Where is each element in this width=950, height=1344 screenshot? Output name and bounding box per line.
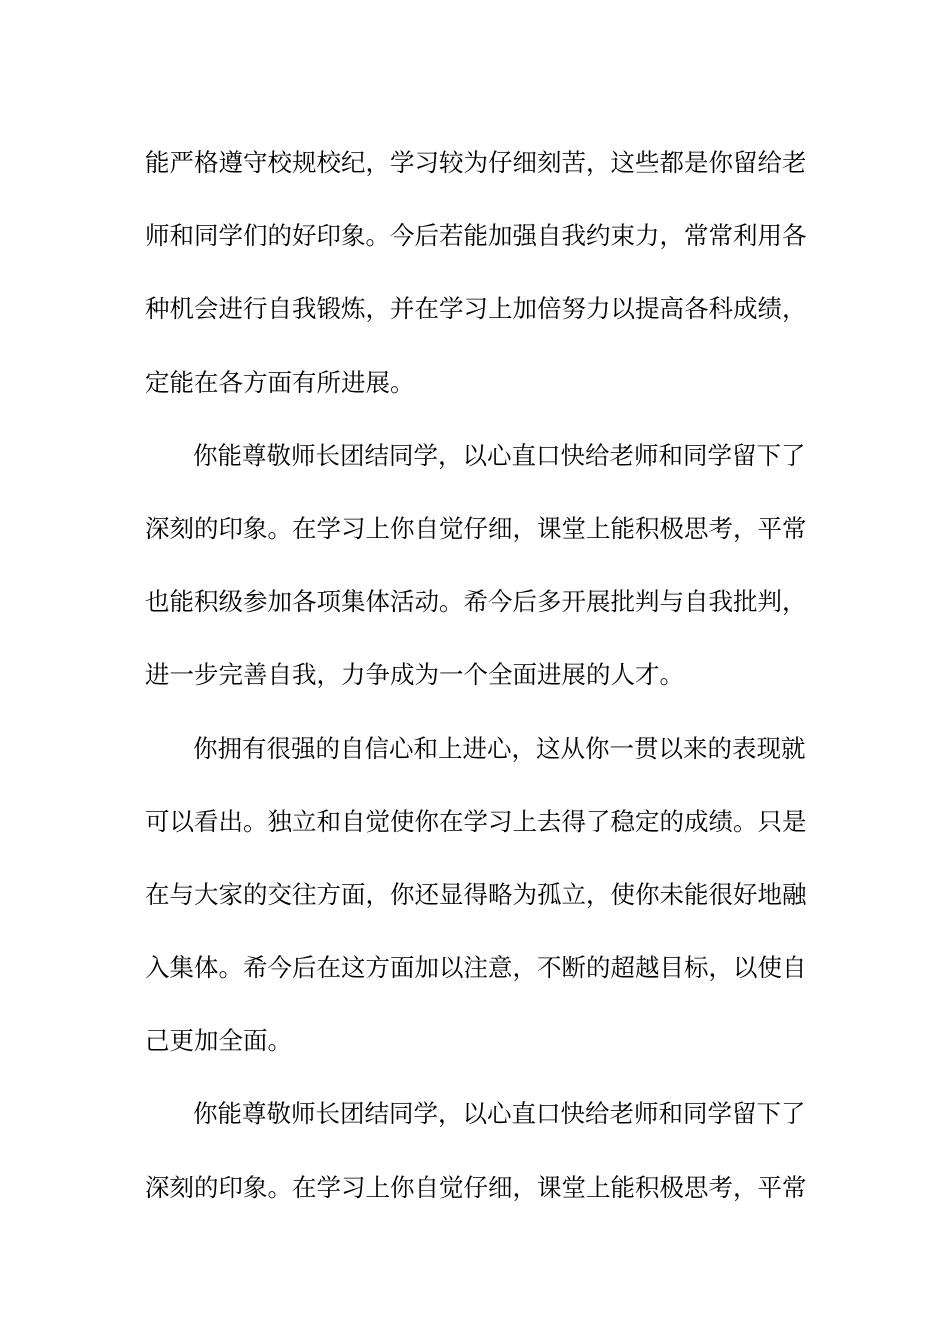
text-line: 深刻的印象。在学习上你自觉仔细，课堂上能积极思考，平常 bbox=[145, 1172, 807, 1202]
text-line: 定能在各方面有所进展。 bbox=[145, 367, 415, 397]
text-line: 可以看出。独立和自觉使你在学习上去得了稳定的成绩。只是 bbox=[145, 806, 807, 836]
text-line: 也能积级参加各项集体活动。希今后多开展批判与自我批判， bbox=[145, 587, 807, 617]
text-line: 入集体。希今后在这方面加以注意，不断的超越目标，以使自 bbox=[145, 953, 807, 983]
text-line: 深刻的印象。在学习上你自觉仔细，课堂上能积极思考，平常 bbox=[145, 513, 807, 543]
text-line: 师和同学们的好印象。今后若能加强自我约束力，常常利用各 bbox=[145, 221, 807, 251]
text-line: 己更加全面。 bbox=[145, 1026, 292, 1056]
paragraph-first-line: 你能尊敬师长团结同学，以心直口快给老师和同学留下了 bbox=[193, 440, 806, 470]
text-line: 在与大家的交往方面，你还显得略为孤立，使你未能很好地融 bbox=[145, 879, 807, 909]
document-body bbox=[145, 126, 809, 1224]
text-line: 进一步完善自我，力争成为一个全面进展的人才。 bbox=[145, 660, 684, 690]
text-line: 种机会进行自我锻炼，并在学习上加倍努力以提高各科成绩， bbox=[145, 294, 807, 324]
paragraph-first-line: 你拥有很强的自信心和上进心，这从你一贯以来的表现就 bbox=[193, 733, 806, 763]
text-line: 能严格遵守校规校纪，学习较为仔细刻苦，这些都是你留给老 bbox=[145, 148, 807, 177]
paragraph-first-line: 你能尊敬师长团结同学，以心直口快给老师和同学留下了 bbox=[193, 1099, 806, 1129]
